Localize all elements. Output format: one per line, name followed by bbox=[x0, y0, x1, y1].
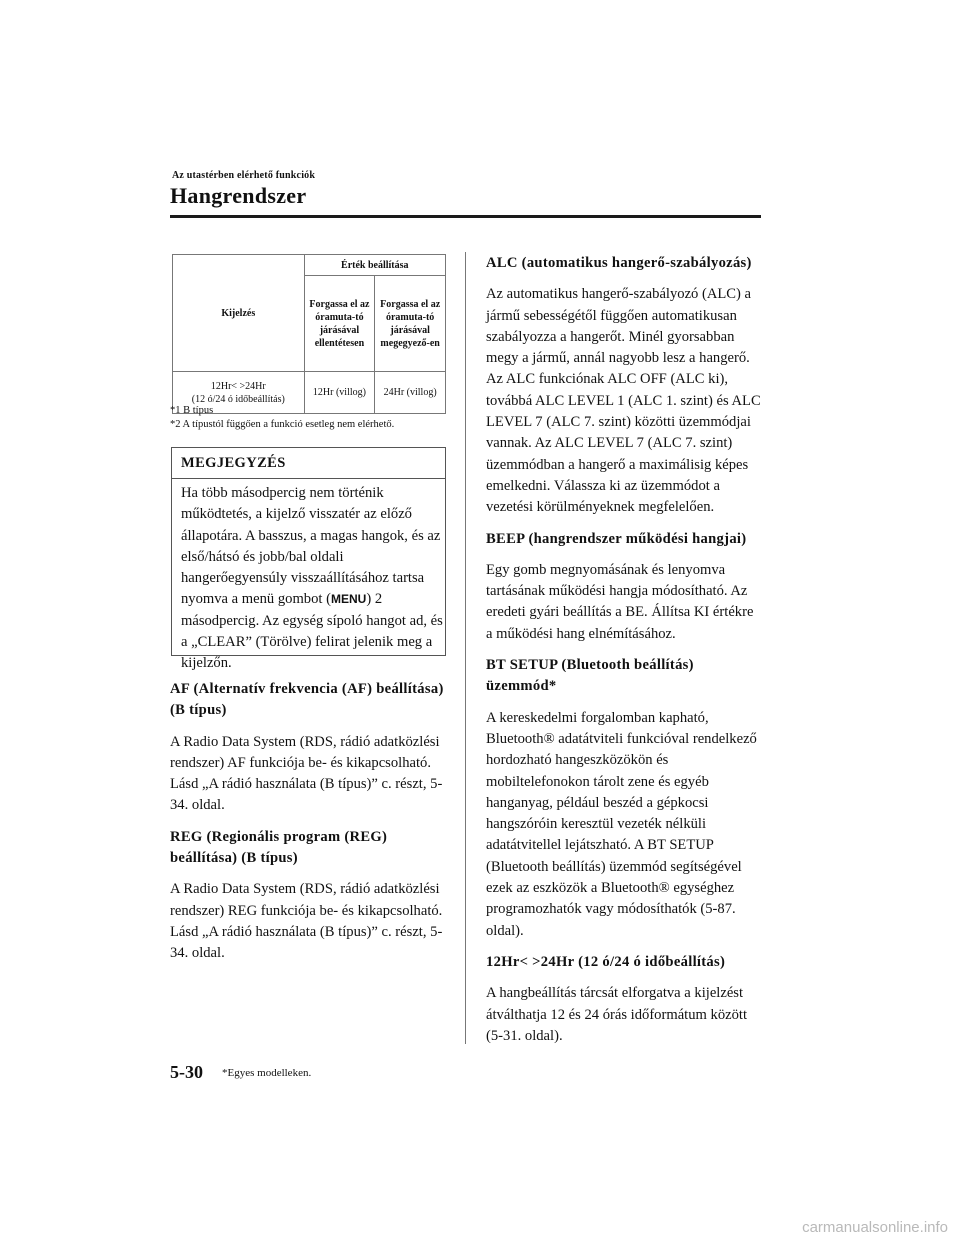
footnote-2: *2 A típustól függően a funkció esetleg nem elérhető. bbox=[170, 419, 395, 430]
note-heading: MEGJEGYZÉS bbox=[181, 455, 286, 471]
time-format-text: A hangbeállítás tárcsát elforgatva a kijelzést átválthatja 12 és 24 órás időformátum között (5-31. oldal). bbox=[486, 985, 747, 1044]
column-divider bbox=[465, 252, 466, 1044]
table-header-value-setting: Érték beállítása bbox=[304, 255, 445, 276]
alc-text: Az automatikus hangerő-szabályozó (ALC) a jármű sebességétől függően automatikusan szabályozza a hangerőt. Minél gyorsabban megy a jármű, annál nagyobb lesz a hangerő. Az ALC funkciónak ALC OFF (ALC ki), továbbá ALC LEVEL 1 (ALC 1. szint) és ALC LEVEL 7 (ALC 7. szint) közötti üzemmódjai vannak. Az ALC LEVEL 7 (ALC 7. szint) üzemmódban a hangerő a maximálisig képes emelkedni. Válassza ki az üzemmódot a vezetési körülményeknek megfelelően. bbox=[486, 286, 761, 516]
bt-setup-text: A kereskedelmi forgalomban kapható, Bluetooth® adatátviteli funkcióval rendelkező hordozható hangeszközökön és mobiltelefonokon tárolt zene és egyéb hanganyag, például beszéd a gépkocsi hangszóróin keresztül vezeték nélküli adatátvitellel lejátszható. A BT SETUP (Bluetooth beállítás) üzemmód segítségével ezek az eszközök a Bluetooth® egységhez programozhatók vagy módosíthatók (5-87. oldal). bbox=[486, 709, 757, 939]
value-settings-table bbox=[172, 254, 446, 414]
note-text-start: Ha több másodpercig nem történik működtetés, a kijelző visszatér az előző állapotára. A basszus, a magas hangok, és az első/hátsó és jobb/bal oldali hangerőegyensúly visszaállításához tartsa nyomva a menü gombot ( bbox=[181, 485, 441, 608]
title-rule bbox=[170, 215, 761, 218]
af-reference: Lásd „A rádió használata (B típus)” c. részt, 5-34. oldal. bbox=[170, 776, 443, 814]
left-column-text bbox=[170, 679, 446, 965]
beep-heading: BEEP (hangrendszer működési hangjai) bbox=[486, 530, 747, 547]
menu-button-icon: MENU bbox=[330, 592, 367, 607]
note-text-end: ) 2 másodpercig. Az egység sípoló hangot ad, és a „CLEAR” (Törölve) felirat jelenik meg a kijelzőn. bbox=[181, 591, 443, 672]
right-column-text bbox=[486, 253, 762, 1047]
reg-heading: REG (Regionális program (REG) beállítása) (B típus) bbox=[170, 828, 388, 867]
note-text bbox=[181, 483, 443, 675]
footer-note: *Egyes modelleken. bbox=[222, 1067, 312, 1079]
af-heading: AF (Alternatív frekvencia (AF) beállítása) (B típus) bbox=[170, 681, 444, 719]
reg-reference: Lásd „A rádió használata (B típus)” c. részt, 5-34. oldal. bbox=[170, 923, 443, 962]
alc-heading: ALC (automatikus hangerő-szabályozás) bbox=[486, 255, 752, 271]
beep-text: Egy gomb megnyomásának és lenyomva tartásának működési hangja módosítható. Az eredeti gyári beállítás a BE. Állítsa KI értékre a működési hang elnémításához. bbox=[486, 561, 754, 642]
section-label: Az utastérben elérhető funkciók bbox=[172, 170, 316, 181]
table-cell-display-top: 12Hr< >24Hr bbox=[210, 380, 266, 392]
footnotes bbox=[170, 404, 394, 432]
page-title: Hangrendszer bbox=[170, 183, 307, 208]
page-number: 5-30 bbox=[170, 1062, 203, 1082]
table-cell-cw: 24Hr (villog) bbox=[375, 372, 446, 414]
table-cell-display-bottom: (12 ó/24 ó időbeállítás) bbox=[191, 393, 285, 405]
time-format-heading: 12Hr< >24Hr (12 ó/24 ó időbeállítás) bbox=[486, 953, 726, 970]
reg-text: A Radio Data System (RDS, rádió adatközlési rendszer) REG funkciója be- és kikapcsolható. bbox=[170, 881, 443, 919]
bt-setup-heading: BT SETUP (Bluetooth beállítás) üzemmód* bbox=[486, 657, 694, 695]
watermark: carmanualsonline.info bbox=[802, 1219, 948, 1236]
footnote-1: *1 B típus bbox=[170, 405, 214, 416]
note-rule bbox=[171, 478, 446, 479]
table-header-cw: Forgassa el az óramuta-tó járásával megegyező-en bbox=[375, 276, 446, 372]
table-header-ccw: Forgassa el az óramuta-tó járásával ellentétesen bbox=[304, 276, 375, 372]
table-header-display: Kijelzés bbox=[173, 255, 305, 372]
af-text: A Radio Data System (RDS, rádió adatközlési rendszer) AF funkciója be- és kikapcsolható. bbox=[170, 733, 440, 771]
table-cell-ccw: 12Hr (villog) bbox=[304, 372, 375, 414]
